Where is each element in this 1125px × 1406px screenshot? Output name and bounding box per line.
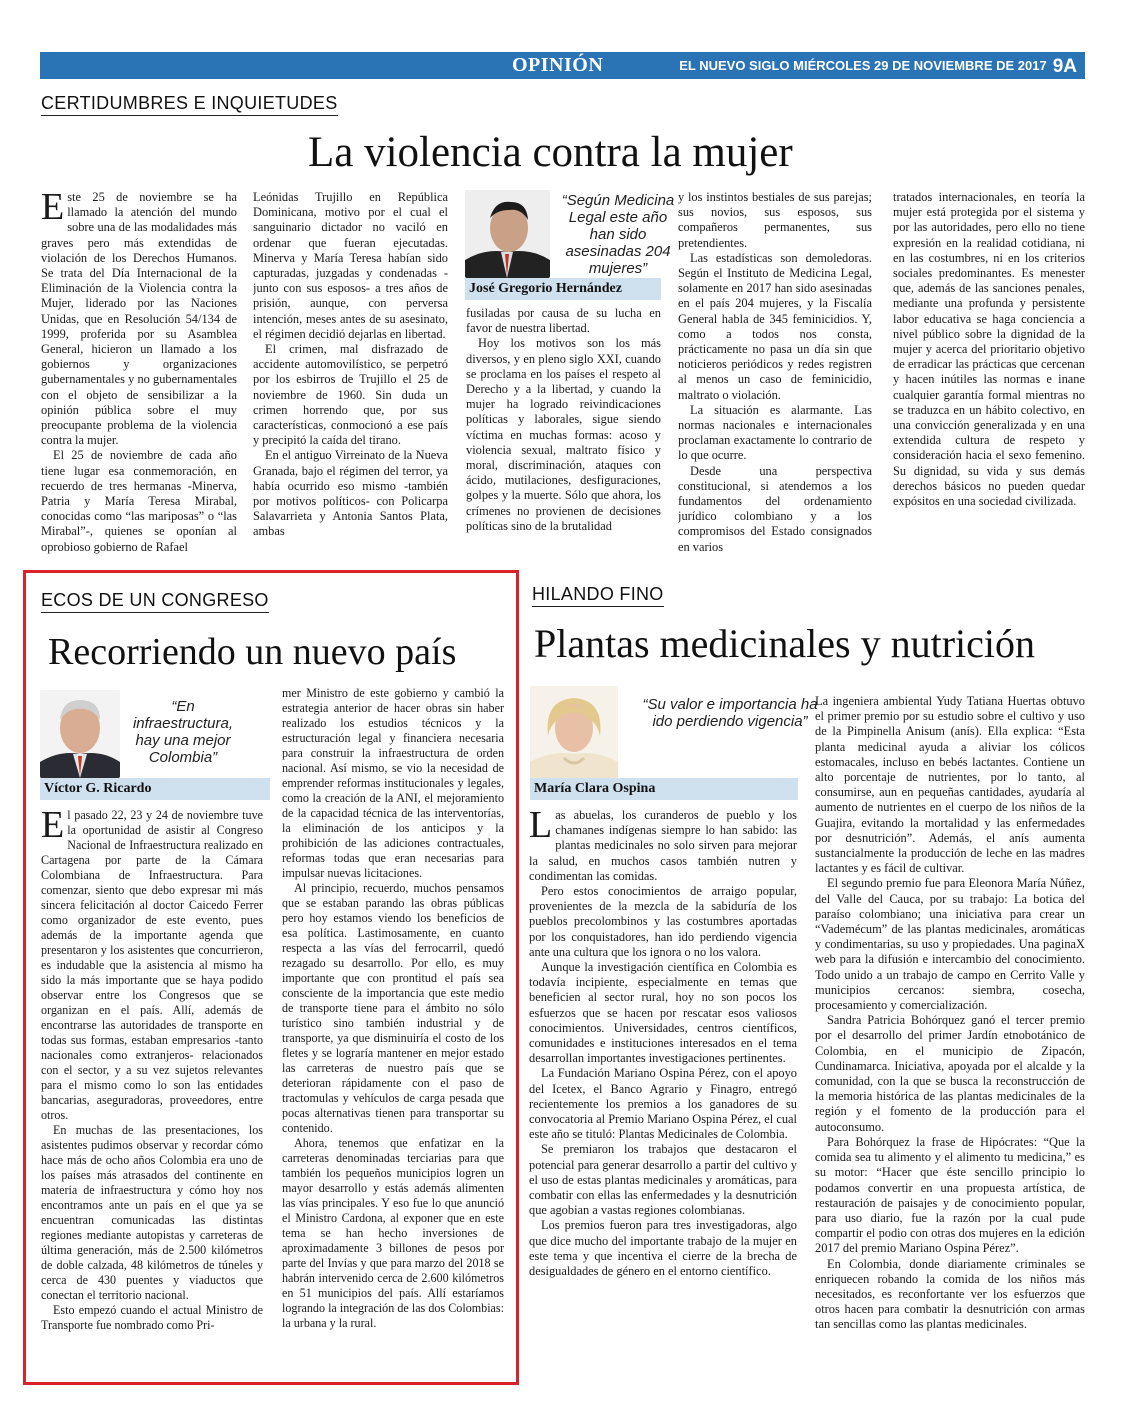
- paragraph: Pero estos conocimientos de arraigo popular, provenientes de la mezcla de la sabiduría de los pueblos precolombinos y las costumbres aportadas por los conquistadores, han ido perdiendo vigencia ante una cultura que los ignora o no los valora.: [529, 884, 797, 959]
- article-column: [41, 808, 263, 1378]
- paragraph: Al principio, recuerdo, muchos pensamos que se estaban parando las obras públicas pero hoy estamos viendo los beneficios de esa política. Lastimosamente, en cuanto respecta a las vías del ferrocarril, quedó rezagado su desarrollo. Por ello, es muy importante que con prontitud el país sea consciente de la importancia que este medio de transporte tiene para el ámbito no sólo turístico sino también industrial y de transporte, ya que disminuiría el costo de los fletes y se lograría mantener en mejor estado las carreteras de nuestro país que se deterioran rápidamente con el paso de tractomulas y vehículos de carga pesada que pocas alternativas tienen para transportar su contenido.: [282, 881, 504, 1135]
- paragraph: El crimen, mal disfrazado de accidente automovilístico, se perpetró por los esbirros de Trujillo el 25 de noviembre de 1960. Sin duda un crimen horrendo que, por sus características, conmocionó a ese país y precipitó la caída del tirano.: [253, 342, 448, 448]
- author-name: José Gregorio Hernández: [465, 278, 661, 300]
- column-kicker: ECOS DE UN CONGRESO: [41, 590, 269, 613]
- paragraph: Ahora, tenemos que enfatizar en la carreteras denominadas terciarias para que también los pequeños municipios logren un mayor desarrollo y estás además alimenten las vías principales. Y eso fue lo que anunció el Ministro Cardona, al exponer que en este tema se han hecho inversiones de aproximadamente 3 billones de pesos por parte del Invías y que para marzo del 2018 se habrán intervenido cerca de 2.600 kilómetros en 51 municipios del país. Allí estaríamos logrando la integración de las dos Colombias: la urbana y la rural.: [282, 1136, 504, 1330]
- paragraph: Esto empezó cuando el actual Ministro de Transporte fue nombrado como Pri-: [41, 1303, 263, 1332]
- paragraph: La Fundación Mariano Ospina Pérez, con el apoyo del Icetex, el Banco Agrario y Finagro, entregó recientemente los premios a los ganadores de su convocatoria al Premio Mariano Ospina Pérez, el cual este año se tituló: Plantas Medicinales de Colombia.: [529, 1066, 797, 1142]
- pull-quote: “En infraestructura, hay una mejor Colombia”: [132, 698, 234, 766]
- issue-date: MIÉRCOLES 29 DE NOVIEMBRE DE 2017: [793, 58, 1047, 73]
- paragraph: En muchas de las presentaciones, los asistentes pudimos observar y recordar cómo hace más de ocho años Colombia era uno de los países más atrasados del continente en materia de infraestructura y cómo hoy nos encontramos ante un país en el que ya se encuentran comunicadas las distintas regiones mediante autopistas y carreteras de última generación, más de 2.500 kilómetros de doble calzada, 48 kilómetros de túneles y cerca de 430 puentes y viaductos que conectan el territorio nacional.: [41, 1123, 263, 1302]
- pull-quote: “Su valor e importancia ha ido perdiendo vigencia”: [642, 696, 818, 730]
- paragraph: Desde una perspectiva constitucional, si atendemos a los fundamentos del ordenamiento jurídico colombiano y a los compromisos del Estado consignados en varios: [678, 463, 872, 554]
- article-headline: Plantas medicinales y nutrición: [534, 621, 1035, 666]
- author-name: Víctor G. Ricardo: [40, 778, 270, 800]
- section-name: OPINIÓN: [512, 54, 604, 76]
- pull-quote: “Según Medicina Legal este año han sido asesinadas 204 mujeres”: [561, 192, 675, 277]
- section-header-bar: [40, 52, 1085, 79]
- paragraph: En Colombia, donde diariamente criminales se enriquecen robando la comida de los niños más necesitados, es reconfortante ver los esfuerzos que otros hacen para combatir la desnutrición con armas tan sencillas como las plantas medicinales.: [815, 1256, 1085, 1332]
- page-number: 9A: [1052, 56, 1077, 77]
- paragraph: Las abuelas, los curanderos de pueblo y los chamanes indígenas siempre lo han sabido: las plantas medicinales no solo sirven para mejorar la salud, en muchos casos también nutren y condimentan las comidas.: [529, 808, 797, 883]
- paragraph: Las estadísticas son demoledoras. Según el Instituto de Medicina Legal, solamente en 2017 han sido asesinadas en el país 204 mujeres, y la Fiscalía General habla de 345 feminicidios. Y, como a todos nos consta, prácticamente no pasa un día sin que noticieros periódicos y redes registren al menos un caso de feminicidio, maltrato o violación.: [678, 250, 872, 402]
- paragraph: fusiladas por causa de su lucha en favor de nuestra libertad.: [466, 306, 661, 336]
- article-headline: La violencia contra la mujer: [308, 129, 793, 176]
- paragraph: Este 25 de noviembre se ha llamado la atención del mundo sobre una de las modalidades más graves pero más extendidas de violación de los Derechos Humanos. Se trata del Día Internacional de la Eliminación de la Violencia contra la Mujer, liderado por las Naciones Unidas, que en Resolución 54/134 de 1999, proferida por su Asamblea General, hicieron un llamado a los gobiernos y organizaciones gubernamentales y no gubernamentales con el objeto de sensibilizar a la opinión pública sobre el muy preocupante problema de la violencia contra la mujer.: [41, 190, 237, 448]
- paragraph: Los premios fueron para tres investigadoras, algo que dice mucho del importante trabajo de la mujer en este tema y que incentiva el cierre de la brecha de desigualdades de género en el entorno científico.: [529, 1218, 797, 1279]
- paragraph: mer Ministro de este gobierno y cambió la estrategia anterior de hacer obras sin haber realizado los estudios técnicos y la estructuración legal y financiera necesaria para construir la infraestructura de orden nacional. Así mismo, se vio la necesidad de emprender reformas institucionales y legales, como la creación de la ANI, el mejoramiento de la capacidad técnica de las interventorías, la eliminación de los anticipos y la prohibición de las adiciones contractuales, reformas todas que eran necesarias para impulsar nuevas licitaciones.: [282, 686, 504, 880]
- column-kicker: CERTIDUMBRES E INQUIETUDES: [41, 93, 338, 116]
- paragraph: Leónidas Trujillo en República Dominicana, motivo por el cual el sanguinario dictador no vaciló en ordenar que fueran ejecutadas. Minerva y María Teresa habían sido capturadas, juzgadas y condenadas -junto con sus esposos- a tres años de prisión, aunque, con perversa intención, meses antes de su asesinato, el régimen decidió dejarlas en libertad.: [253, 190, 448, 341]
- paragraph: Hoy los motivos son los más diversos, y en pleno siglo XXI, cuando se proclama en los países el respeto al Derecho y a la libertad, y cuando la mujer ha logrado reivindicaciones políticas y laborales, sigue siendo víctima en muchas formas: acoso y violencia sexual, maltrato físico y moral, discriminación, ataques con ácido, mutilaciones, desfiguraciones, golpes y la muerte. Sólo que ahora, los crímenes no provienen de decisiones políticas sino de la brutalidad: [466, 336, 661, 533]
- author-photo: [465, 190, 550, 278]
- article-column: [529, 808, 797, 1338]
- paragraph: y los instintos bestiales de sus parejas; sus novios, sus esposos, sus compañeros permanentes, sus pretendientes.: [678, 190, 872, 250]
- article-column: [893, 190, 1085, 565]
- paragraph: El 25 de noviembre de cada año tiene lugar esa conmemoración, en recuerdo de tres hermanas -Minerva, Patria y María Teresa Mirabal, conocidas como “las mariposas” o “las Mirabal”-, quienes se oponían al oprobioso gobierno de Rafael: [41, 448, 237, 554]
- paragraph: Para Bohórquez la frase de Hipócrates: “Que la comida sea tu alimento y el alimento tu medicina,” es su motor: “Hacer que éste sencillo principio lo podamos convertir en una propuesta artística, de restauración de paisajes y de conocimiento popular, para uso diario, fue la razón por la cual pude compartir el podio con otras dos mujeres en la edición 2017 del premio Mariano Ospina Pérez”.: [815, 1134, 1085, 1256]
- author-photo: [530, 686, 618, 778]
- paragraph: La ingeniera ambiental Yudy Tatiana Huertas obtuvo el primer premio por su estudio sobre el cultivo y uso de la Pimpinella Anisum (anís). Ella explica: “Esta planta medicinal ayuda a aliviar los cólicos estomacales, incluso en bebés lactantes. Contiene un alto porcentaje de nutrientes, por lo tanto, al consumirse, aun en pequeñas cantidades, ayudaría al aumento de nutrientes en el cuerpo de los niños de la Guajira, evitando la mortalidad y las enfermedades por desnutrición”. Además, el anís aumenta sustancialmente la producción de leche en las madres lactantes y es fácil de cultivar.: [815, 694, 1085, 876]
- article-column: [815, 694, 1085, 1346]
- author-name: María Clara Ospina: [530, 778, 798, 800]
- author-photo: [40, 690, 120, 778]
- paper-name: EL NUEVO SIGLO: [679, 58, 790, 73]
- column-kicker: HILANDO FINO: [532, 584, 664, 607]
- article-column: [678, 190, 872, 565]
- masthead-date: [679, 56, 1077, 78]
- paragraph: En el antiguo Virreinato de la Nueva Granada, bajo el régimen del terror, ya había ocurrido eso mismo -también por motivos políticos- con Policarpa Salavarrieta y Antonia Santos Plata, ambas: [253, 448, 448, 539]
- article-column: [253, 190, 448, 565]
- article-column: [282, 686, 504, 1376]
- paragraph: Aunque la investigación científica en Colombia es todavía incipiente, especialmente en temas que beneficien al sector rural, hoy no son pocos los esfuerzos que se hacen por rescatar esos valiosos conocimientos. Universidades, centros científicos, comunidades e instituciones interesados en el tema desarrollan importantes investigaciones pertinentes.: [529, 960, 797, 1066]
- paragraph: El pasado 22, 23 y 24 de noviembre tuve la oportunidad de asistir al Congreso Nacional de Infraestructura realizado en Cartagena por parte de la Cámara Colombiana de Infraestructura. Para comenzar, siento que debo expresar mi más sincera felicitación al doctor Caicedo Ferrer como organizador de este evento, pues además de la importante agenda que presentaron y los asistentes que concurrieron, es indudable que la asistencia al mismo ha sido la más importante que se haya podido observar entre los Congresos que se organizan en el país. Allí, además de encontrarse las autoridades de transporte en todas sus formas, estaban empresarios -tanto nacionales como extranjeros- relacionados con el sector, y a su vez sujetos relevantes para el mismo como lo son las entidades bancarias, aseguradoras, proveedores, entre otros.: [41, 808, 263, 1122]
- article-column: [41, 190, 237, 570]
- paragraph: tratados internacionales, en teoría la mujer está protegida por el sistema y por las autoridades, pero ello no tiene expresión en la realidad cotidiana, ni en las costumbres, ni en los criterios sociales predominantes. Es menester que, además de las sanciones penales, mediante una profunda y persistente labor educativa se haga conciencia a nivel público sobre la dignidad de la mujer y acerca del prioritario objetivo de erradicar las prácticas que cercenan y hacen inútiles las normas e inane cualquier garantía formal mientras no se traduzca en un hábito colectivo, en una convicción generalizada y en una extendida cultura de respeto y consideración hacia el sexo femenino. Su dignidad, su vida y sus demás derechos básicos no pueden quedar expósitos en una sociedad civilizada.: [893, 190, 1085, 509]
- article-column: [466, 306, 661, 566]
- paragraph: El segundo premio fue para Eleonora María Núñez, del Valle del Cauca, por su trabajo: La botica del paraíso colombiano; una iniciativa para crear un “Vademécum” de las plantas medicinales, aromáticas y condimentarias, su uso y propiedades. Una paginaX web para la difusión e intercambio del conocimiento. Todo unido a un trabajo de campo en Cerrito Valle y municipios cercanos: siembra, cosecha, procesamiento y comercialización.: [815, 876, 1085, 1013]
- paragraph: Sandra Patricia Bohórquez ganó el tercer premio por el desarrollo del primer Jardín etnobotánico de Colombia, en el municipio de Zipacón, Cundinamarca. Iniciativa, apoyada por el alcalde y la comunidad, con la que se busca la reconstrucción de la memoria histórica de las plantas medicinales de la región y el fomento de la producción para el autoconsumo.: [815, 1013, 1085, 1134]
- paragraph: Se premiaron los trabajos que destacaron el potencial para generar desarrollo a partir del cultivo y el uso de estas plantas medicinales y aromáticas, para combatir con ellas las enfermedades y la desnutrición que agobian a vastas regiones colombianas.: [529, 1142, 797, 1218]
- article-headline: Recorriendo un nuevo país: [48, 631, 457, 673]
- paragraph: La situación es alarmante. Las normas nacionales e internacionales proclaman exactamente lo contrario de lo que ocurre.: [678, 402, 872, 463]
